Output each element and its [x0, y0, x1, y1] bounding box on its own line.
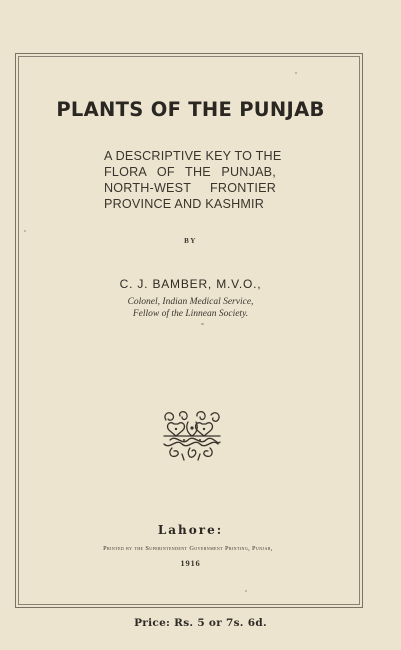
price-stamp: Price: Rs. 5 or 7s. 6d.: [134, 617, 267, 629]
paper-speck: [201, 323, 204, 325]
subtitle-line: PROVINCE AND KASHMIR: [104, 197, 265, 211]
imprint-place: Lahore:: [157, 523, 224, 537]
imprint-printer: Printed by the Superintendent Government Printing, Punjab,: [103, 545, 273, 552]
paper-speck: [24, 230, 26, 232]
author-name: C. J. BAMBER, M.V.O.,: [119, 277, 262, 291]
book-subtitle: [104, 148, 282, 212]
imprint-year: 1916: [180, 558, 201, 568]
floral-ornament-icon: [160, 410, 224, 462]
by-label: BY: [184, 237, 197, 245]
author-affiliation: Fellow of the Linnean Society.: [132, 309, 249, 319]
book-title: PLANTS OF THE PUNJAB: [56, 98, 325, 121]
paper-speck: [245, 590, 247, 592]
subtitle-line: NORTH-WEST FRONTIER: [104, 181, 276, 195]
paper-speck: [295, 72, 297, 74]
author-affiliation: Colonel, Indian Medical Service,: [127, 297, 254, 307]
subtitle-line: A DESCRIPTIVE KEY TO THE: [104, 149, 282, 163]
subtitle-line: FLORA OF THE PUNJAB,: [104, 165, 276, 179]
